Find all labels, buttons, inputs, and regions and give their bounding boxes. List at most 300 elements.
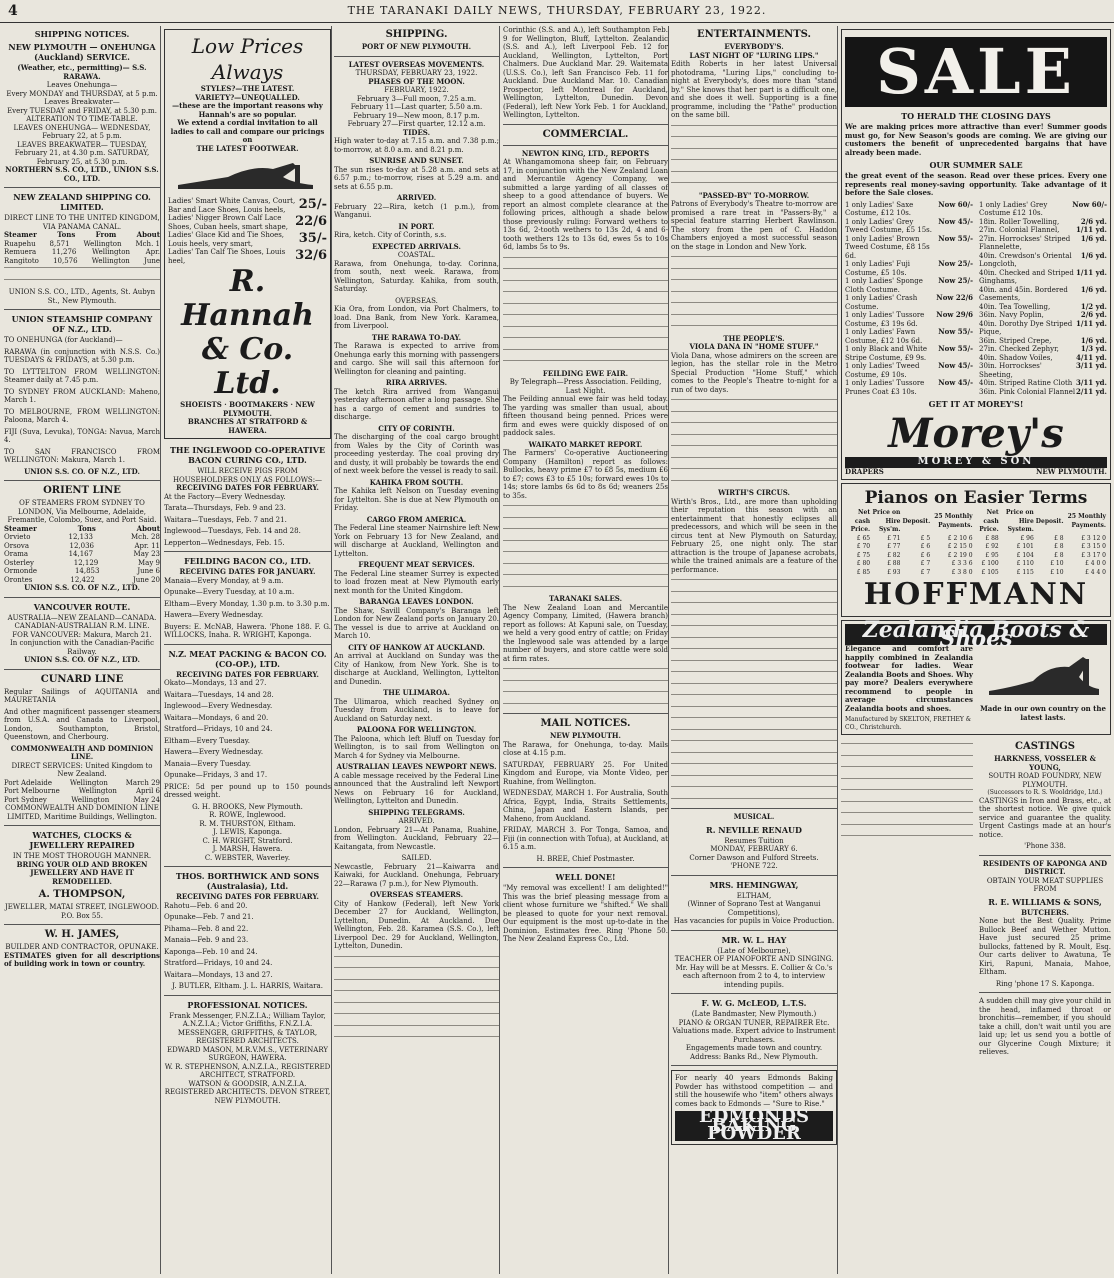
peoples-heading: THE PEOPLE'S. <box>723 333 785 343</box>
sale-subtitle: TO HERALD THE CLOSING DAYS <box>901 111 1051 121</box>
onehunga-sub: (Weather, etc., permitting)— S.S. RARAWA. <box>17 63 147 81</box>
vancouver-schedule <box>4 614 160 657</box>
zealandia-brand: Zealandia Boots & Shoes <box>845 624 1107 645</box>
moon-line: February 27—First quarter, 12.12 a.m. <box>347 120 486 128</box>
pianos-advert <box>841 483 1111 617</box>
hannah-item <box>168 197 327 214</box>
pianos-cell: £ 3 12 0 <box>1081 534 1106 542</box>
hannah-price-list <box>168 197 327 265</box>
cunard-schedule <box>4 688 160 742</box>
pianos-title: Pianos on Easier Terms <box>864 488 1088 508</box>
nz-shipping-sub: DIRECT LINE TO THE UNITED KINGDOM, VIA PANAMA CANAL. <box>4 214 160 231</box>
bacon-dates <box>164 493 331 548</box>
sale-item-price: 3/11 yd. <box>1075 361 1107 370</box>
date-line: Opunake—Feb. 7 and 21. <box>164 913 254 921</box>
sale-item-desc: 1 only Ladies' Tussore Costume, £3 19s 6d. <box>845 311 925 328</box>
sale-item-desc: 36in. Navy Poplin, <box>979 311 1044 319</box>
castings-firm: HARKNESS, VOSSELER & YOUNG, <box>994 754 1096 772</box>
mail-notices <box>503 741 668 852</box>
schedule-line: TO ONEHUNGA (for Auckland)— <box>4 336 123 344</box>
moreys-drapers: DRAPERS <box>845 466 884 476</box>
detail-line: TEACHER OF PIANOFORTE AND SINGING. <box>674 955 834 963</box>
wirth-text: Wirth's Bros., Ltd., are more than upholding their reputation this season with an entertainment that honestly eclipses all predecessors, and which will be seen in the circus tent at New Plymouth on Saturday, February 25, one night only. The star attraction is the troupe of Japanese acrobats, while the trained animals are a feature of the performance. <box>671 497 837 574</box>
nz-shipping-cell: 8,571 <box>49 239 70 248</box>
sale-item-price: Now 25/- <box>938 276 973 285</box>
borthwick-dates <box>164 902 331 980</box>
nz-shipping-cell: Rangitoto <box>4 256 39 265</box>
detail-line: Has vacancies for pupils in Voice Production. <box>673 917 835 925</box>
column-shipping-notices <box>4 26 161 1274</box>
castings-text: CASTINGS in Iron and Brass, etc., at the shortest notice. We give quick service and guarantee the quality. Urgent Castings made at an hour's notice. <box>979 796 1111 839</box>
pianos-header-cell: Net cash Price. <box>850 509 871 533</box>
column-entertainments <box>671 26 838 1274</box>
sale-item-price: Now 29/6 <box>936 310 973 319</box>
commonwealth-cell: March 29 <box>125 778 160 787</box>
nz-meat-buyers <box>164 803 331 863</box>
well-done-heading: WELL DONE! <box>555 872 616 882</box>
detail-line: Corner Dawson and Fulford Streets. <box>689 853 819 862</box>
sale-item-desc: 1 only Ladies' Brown Tweed Costume, £8 15s 6d. <box>845 234 930 260</box>
pianos-cell: £ 2 10 6 <box>947 534 973 542</box>
sale-item-desc: 27in. Horrockses' Striped Flannelette, <box>979 234 1071 251</box>
pianos-cell: £ 75 <box>856 551 871 559</box>
commonwealth-title: COMMONWEALTH AND DOMINION LINE. <box>10 743 154 761</box>
tides-heading: TIDES. <box>402 127 431 137</box>
sale-item-price: 2/6 yd. <box>1080 216 1107 226</box>
luring-lips-heading: LAST NIGHT OF "LURING LIPS." <box>689 50 819 60</box>
onehunga-schedule <box>4 81 160 166</box>
commonwealth-cell: May 24 <box>133 795 160 804</box>
lower-adverts <box>841 738 1111 1060</box>
sale-item <box>845 294 973 311</box>
hannah-item-desc: Ladies' Glace Kid and Tie Shoes, Louis heels, very smart, <box>168 231 285 248</box>
pianos-cell: £ 7 <box>920 560 931 567</box>
sale-item-desc: 40in. Tea Towelling, <box>979 302 1051 311</box>
detail-line: ELTHAM, <box>736 891 772 900</box>
commonwealth-cell: Wellington <box>69 778 108 787</box>
orient-row <box>4 559 160 568</box>
sale-item-price: 4/11 yd. <box>1075 352 1107 362</box>
orient-cell: 12,129 <box>73 558 99 567</box>
sale-item <box>845 328 973 345</box>
sale-item-price: Now 45/- <box>938 216 973 226</box>
thompson-name: A. THOMPSON, <box>38 889 126 900</box>
sale-item-desc: 1 only Black and White Stripe Costume, £9 9s. <box>845 345 928 362</box>
everybodys-heading: EVERYBODY'S. <box>724 42 784 51</box>
date-line: Waitara—Tuesdays, 14 and 28. <box>164 690 274 699</box>
orient-cell: 12,036 <box>69 541 95 550</box>
hannah-item-desc: Ladies' Smart White Canvas, Court, Bar and Lace Shoes, Louis heels, <box>168 197 296 214</box>
pianos-cell: £ 82 <box>887 551 901 559</box>
sale-item <box>979 269 1107 286</box>
professional-line: Frank Messenger, F.N.Z.I.A.; William Taylor, A.N.Z.I.A.; Victor Griffiths, F.N.Z.I.A. <box>169 1011 326 1028</box>
mail-signature: H. BREE, Chief Postmaster. <box>536 854 635 863</box>
glycerine-text: A sudden chill may give your child in the head, inflamed throat or bronchitis—remember, if you should take a chill, don't wait until you are laid up; let us send you a bottle of our Glycerine Cough Mixture; it relieves. <box>979 997 1111 1056</box>
union-schedule <box>4 336 160 465</box>
corinth-heading: CITY OF CORINTH. <box>378 423 455 433</box>
nz-shipping-cell: Steamer <box>4 230 37 239</box>
schedule-line: TO SAN FRANCISCO FROM WELLINGTON: Makura, March 1. <box>4 447 160 464</box>
hannah-line: STYLES?—THE LATEST. <box>200 84 295 93</box>
thompson-sub: IN THE MOST THOROUGH MANNER. <box>12 852 152 860</box>
nz-shipping-cell: June <box>144 256 160 265</box>
detail-line: MONDAY, FEBRUARY 6. <box>710 845 798 853</box>
sale-item-desc: 40in. Checked and Striped Ginghams, <box>979 268 1074 285</box>
nz-meat-title: N.Z. MEAT PACKING & BACON CO. (CO-OP.), LTD. <box>168 648 327 669</box>
nz-shipping-cell: Wellington <box>83 239 122 248</box>
sale-left-list <box>845 201 973 397</box>
telegrams-arrived-text: London, February 21—At Panama, Ruahine, from Wellington. Auckland, February 22—Kaitangata, from Newcastle. <box>334 825 499 851</box>
zealandia-maker: Manufactured by SKELTON, FRETHEY & CO., Christchurch. <box>845 716 972 731</box>
pianos-cell: £ 101 <box>1016 543 1034 550</box>
date-line: Stratford—Fridays, 10 and 24. <box>164 959 273 967</box>
pianos-header-cell: Price on Hire Sys'm. <box>872 509 901 533</box>
sale-price-lists <box>845 201 1107 397</box>
detail-line: (Winner of Soprano Test at Wanganui Competitions), <box>687 900 821 917</box>
nz-shipping-cell: From <box>95 230 117 239</box>
newton-king-heading: NEWTON KING, LTD., REPORTS <box>521 148 650 158</box>
column-commercial <box>503 26 669 1274</box>
castings-phone: 'Phone 338. <box>1024 842 1066 850</box>
pianos-header-cell: Net cash Price. <box>979 509 999 533</box>
sale-item-price: Now 55/- <box>938 344 973 353</box>
sale-item-price: 1/6 yd. <box>1080 250 1107 260</box>
commonwealth-cell: Port Sydney <box>4 795 47 804</box>
orient-row <box>4 533 160 542</box>
ulimaroa-text: The Ulimaroa, which reached Sydney on Tuesday from Auckland, is to leave for Auckland on Saturday next. <box>334 697 499 723</box>
mcleod-name: F. W. G. McLEOD, L.T.S. <box>701 998 807 1008</box>
sale-item-desc: 36in. Striped Crepe, <box>979 336 1052 345</box>
moon-line: February 19—New moon, 8.17 p.m. <box>353 111 480 120</box>
feilding-fair-text: The Feilding annual ewe fair was held today. The yarding was smaller than usual, about fifteen thousand being penned. Prices were firm and ewes were quickly disposed of on paddock sales. <box>503 395 668 437</box>
orient-table <box>4 525 160 585</box>
feilding-heading: RECEIVING DATES FOR JANUARY. <box>179 567 316 576</box>
sale-item-price: Now 55/- <box>938 327 973 336</box>
orient-cell: Ormonde <box>4 567 38 575</box>
sale-item-price: Now 55/- <box>938 233 973 243</box>
sun-text: The sun rises to-day at 5.28 a.m. and sets at 6.57 p.m.; to-morrow, rises at 5.29 a.m. and sets at 6.55 p.m. <box>334 165 499 191</box>
date-line: Tarata—Thursdays, Feb. 9 and 23. <box>164 504 286 512</box>
hannah-line: —these are the important reasons why Hannah's are so popular. <box>172 101 323 119</box>
date-line: Waitara—Mondays, 13 and 27. <box>164 970 273 979</box>
zealandia-text: Elegance and comfort are happily combined in Zealandia footwear for ladies. Wear Zealandia Boots and Shoes. Why pay more? Dealers everywhere recommend to people in average circumstances Zealandia boots and shoes. <box>845 644 973 713</box>
james-body: ESTIMATES given for all descriptions of building work in town or country. <box>4 950 160 968</box>
sale-item <box>979 201 1107 218</box>
sale-title: SALE <box>845 37 1107 107</box>
sale-item <box>979 286 1107 303</box>
paloona-heading: PALOONA FOR WELLINGTON. <box>356 725 477 734</box>
commonwealth-agent: COMMONWEALTH AND DOMINION LINE LIMITED, Maritime Buildings, Wellington. <box>5 804 159 821</box>
orient-cell: May 9 <box>138 558 160 567</box>
sale-item <box>845 277 973 294</box>
shipping-date: THURSDAY, FEBRUARY 23, 1922. <box>355 69 478 77</box>
orient-title: ORIENT LINE <box>43 485 121 496</box>
schedule-line: FOR VANCOUVER: Makura, March 21. <box>12 630 152 639</box>
orient-agent: UNION S.S. CO. OF N.Z., LTD. <box>24 583 140 592</box>
union-title: UNION STEAMSHIP COMPANY OF N.Z., LTD. <box>11 314 153 334</box>
commercial-heading: COMMERCIAL. <box>542 128 629 140</box>
buyer-line: R. ROWE, Inglewood. <box>209 811 286 819</box>
date-line: Okato—Mondays, 13 and 27. <box>164 679 267 687</box>
sale-item-desc: 40in. Shadow Voiles, <box>979 353 1053 362</box>
shipping-heading: SHIPPING. <box>385 29 448 40</box>
taranaki-sales-text: The New Zealand Loan and Mercantile Agency Company, Limited, (Hawera branch) report as follows: At Kapuni sale, on Tuesday, we held a very good entry of cattle; on Friday the Inglewood sale was attended by a large number of buyers, and store cattle were sold at firm rates. <box>503 603 668 663</box>
tides-text: High water to-day at 7.15 a.m. and 7.38 p.m.; to-morrow, at 8.0 a.m. and 8.21 p.m. <box>334 137 499 154</box>
date-line: Waitara—Tuesdays, Feb. 7 and 21. <box>164 515 287 524</box>
sale-item-price: Now 45/- <box>938 378 973 387</box>
borthwick-buyers: J. BUTLER, Eltham. J. L. HARRIS, Waitara. <box>172 982 323 990</box>
moon-heading: PHASES OF THE MOON. <box>368 76 465 86</box>
orient-cell: Orontes <box>4 575 33 584</box>
pianos-cell: £ 8 <box>1054 543 1064 550</box>
pianos-cell: £ 3 3 6 <box>951 560 973 567</box>
column-large-adverts <box>841 26 1111 1274</box>
feilding-dates <box>164 577 331 640</box>
schedule-line: TO SYDNEY FROM AUCKLAND: Maheno, March 1. <box>4 387 160 404</box>
buyer-line: R. M. THURSTON, Eltham. <box>199 819 296 828</box>
kaponga-phone: Ring 'phone 17 S. Kaponga. <box>995 979 1095 988</box>
sale-item <box>845 311 973 328</box>
edmonds-text: For nearly 40 years Edmonds Baking Powder has withstood competition — and still the housewife who "item" others always comes back to Edmonds — "Sure to Rise." <box>675 1074 833 1108</box>
renaud-name: R. NEVILLE RENAUD <box>706 824 802 835</box>
pianos-cell: £ 5 <box>920 534 931 542</box>
sale-item <box>845 260 973 277</box>
sale-item-desc: 1 only Ladies' Crash Costume. <box>845 294 918 311</box>
page-number: 4 <box>8 3 19 19</box>
pianos-cell: £ 8 <box>1054 551 1064 559</box>
sale-item-price: 1/11 yd. <box>1075 267 1107 277</box>
hannah-line: THE LATEST FOOTWEAR. <box>196 143 299 153</box>
bacon-heading: RECEIVING DATES FOR FEBRUARY. <box>176 483 319 492</box>
hannah-item <box>168 214 327 231</box>
moreys-town: NEW PLYMOUTH. <box>1036 466 1107 476</box>
rira-text: The ketch Rira arrived from Wanganui yesterday afternoon after a long passage. She has a cargo of cement and sundries to discharge. <box>334 387 499 421</box>
hay-name: MR. W. L. HAY <box>721 934 787 945</box>
hemingway-name: MRS. HEMINGWAY, <box>709 879 799 890</box>
sale-item-price: Now 60/- <box>1072 199 1107 209</box>
sale-lead: the great event of the season. Read over these prices. Every one represents real money-saving opportunity. Take advantage of it before the Sale closes. <box>845 171 1107 197</box>
schedule-line: Leaves Breakwater— <box>44 98 120 106</box>
orient-cell: 14,167 <box>68 550 94 558</box>
edmonds-brand: EDMONDS BAKING POWDER <box>675 1111 833 1141</box>
schedule-line: FIJI (Suva, Levuka), TONGA: Navua, March 4. <box>4 427 160 444</box>
nz-shipping-cell: Apr. <box>145 248 160 256</box>
hannah-item-desc: Ladies' Nigger Brown Calf Lace Shoes, Cuban heels, smart shape, <box>168 214 288 231</box>
telegrams-sailed-text: Newcastle, February 21—Kaiwarra and Kaiwaki, for Auckland. Onehunga, February 22—Rarawa (7 p.m.), for New Plymouth. <box>334 862 499 888</box>
date-line: Rahotu—Feb. 6 and 20. <box>164 901 248 910</box>
sale-item <box>979 235 1107 252</box>
pianos-cell: £ 88 <box>887 560 901 567</box>
passers-by-text: Patrons of Everybody's Theatre to-morrow are promised a rare treat in "Passers-By," a special feature starring Herbert Rawlinson. The story from the pen of C. Haddon Chambers enjoyed a most successful season on the stage in London and New York. <box>671 200 837 251</box>
sale-item <box>979 320 1107 337</box>
nz-shipping-cell: Ruapehu <box>4 239 36 248</box>
rarawa-text: The Rarawa is expected to arrive from Onehunga early this morning with passengers and cargo. She will sail this afternoon for Wellington for cleaning and painting. <box>334 342 499 376</box>
in-port-text: Rira, ketch. City of Corinth, s.s. <box>334 231 447 239</box>
telegrams-arrived-heading: ARRIVED. <box>398 817 435 825</box>
zealandia-advert <box>841 617 1111 735</box>
pianos-cell: £ 115 <box>1016 568 1034 576</box>
newspaper-title: THE TARANAKI DAILY NEWS, THURSDAY, FEBRUARY 23, 1922. <box>347 4 767 17</box>
pianos-cell: £ 71 <box>887 534 901 542</box>
date-line: Opunake—Fridays, 3 and 17. <box>164 771 268 779</box>
pig-receiving-columns <box>164 442 331 1105</box>
commonwealth-row <box>4 779 160 788</box>
sale-item <box>845 362 973 379</box>
pianos-cell: £ 80 <box>856 560 871 567</box>
baranga-heading: BARANGA LEAVES LONDON. <box>359 597 474 606</box>
waikato-text: The Farmers' Co-operative Auctioneering Company (Hamilton) report as follows: Bullocks, heavy prime £7 to £8 5s, medium £6 to £7; cows £3 to £5 10s; forward ewes 10s to 14s; store lambs 6s 6d to 8s 6d; weaners 25s to 35s. <box>503 449 668 500</box>
moon-line: February 11—Last quarter, 5.50 a.m. <box>350 103 483 111</box>
commonwealth-cell: Port Melbourne <box>4 787 60 795</box>
port-heading: PORT OF NEW PLYMOUTH. <box>361 42 472 51</box>
nz-shipping-agent: UNION S.S. CO., LTD., Agents, St. Aubyn St., New Plymouth. <box>8 288 156 305</box>
nz-shipping-row <box>4 257 160 266</box>
sale-right-list <box>979 201 1107 397</box>
sale-item-price: 1/6 yd. <box>1080 233 1107 243</box>
orient-cell: Mch. 28 <box>131 533 160 541</box>
sale-item <box>845 218 973 235</box>
kaponga-firm: R. E. WILLIAMS & SONS, <box>988 896 1102 907</box>
nz-shipping-header <box>4 231 160 240</box>
schedule-line: CANADIAN-AUSTRALIAN R.M. LINE. <box>14 622 150 630</box>
pianos-cell: £ 3 8 0 <box>951 568 973 576</box>
sale-item-desc: 40in. Striped Ratine Cloth <box>979 379 1073 387</box>
overseas-heading: OVERSEAS. <box>395 296 438 305</box>
sale-item-price: 1/3 yd. <box>1080 344 1107 353</box>
mail-line: SATURDAY, FEBRUARY 25. For United Kingdom and Europe, via Monte Video, per Ruahine, from Wellington. <box>503 760 668 786</box>
vancouver-title: VANCOUVER ROUTE. <box>33 601 131 612</box>
hannah-item-desc: Ladies' Tan Calf Tie Shoes, Louis heel, <box>168 248 286 265</box>
pianos-cell: £ 65 <box>856 534 871 542</box>
commonwealth-cell: Wellington <box>78 787 117 795</box>
meat-services-heading: FREQUENT MEAT SERVICES. <box>358 560 475 569</box>
orient-row <box>4 542 160 551</box>
feilding-fair-sub: By Telegraph—Press Association. Feilding, Last Night. <box>509 378 662 395</box>
schedule-line: TO MELBOURNE, FROM WELLINGTON: Paloona, March 4. <box>4 407 160 424</box>
hannah-brand: R. Hannah & Co. Ltd. <box>181 264 314 401</box>
orient-cell: Orvieto <box>4 533 31 541</box>
nz-meat-dates <box>164 679 331 800</box>
schedule-line: In conjunction with the Canadian-Pacific Railway. <box>9 639 154 656</box>
hannah-item <box>168 248 327 265</box>
date-line: Eltham—Every Monday, 1.30 p.m. to 3.30 p.m. <box>164 599 330 608</box>
rarawa-heading: THE RARAWA TO-DAY. <box>371 332 462 342</box>
thompson-body: BRING YOUR OLD AND BROKEN JEWELLERY AND HAVE IT REMODELLED. <box>16 859 148 886</box>
sale-item-desc: 1 only Ladies' Tussore Prunes Coat £3 10s. <box>845 379 925 396</box>
castings-successors: (Successors to R. S. Wooldridge, Ltd.) <box>987 789 1103 796</box>
feilding-title: FEILDING BACON CO., LTD. <box>184 556 311 566</box>
sale-item-desc: 1 only Ladies' Grey Costume £12 10s. <box>979 200 1048 217</box>
musical-heading: MUSICAL. <box>733 812 775 821</box>
nz-shipping-cell: Wellington <box>91 256 130 265</box>
feilding-fair-heading: FEILDING EWE FAIR. <box>542 368 629 378</box>
detail-line: 'PHONE 722. <box>730 862 778 870</box>
orient-cell: June 6 <box>137 567 160 575</box>
schedule-line: Leaves Onehunga— <box>46 81 118 89</box>
moon-phases <box>334 86 499 129</box>
pianos-cell: £ 93 <box>887 568 901 576</box>
professional-line: MESSENGER, GRIFFITHS, & TAYLOR, REGISTERED ARCHITECTS. <box>177 1028 318 1045</box>
sale-item-price: Now 45/- <box>938 361 973 370</box>
sale-item-desc: 1 only Ladies' Sponge Cloth Costume. <box>845 277 923 294</box>
viola-dana-heading: VIOLA DANA IN "HOME STUFF." <box>689 342 819 351</box>
pianos-cell: £ 110 <box>1016 560 1034 567</box>
hannah-advert <box>164 29 331 439</box>
sale-item <box>979 388 1107 397</box>
moreys-sub: MOREY & SON <box>845 457 1107 468</box>
newton-king-text: At Whangamomona sheep fair, on February 17, in conjunction with the New Zealand Loan and Mercantile Agency Company, we submitted a large yarding of all classes of sheep to a good attendance of buyers. We report an almost complete clearance at the following prices, although a shade below those previously ruling: Forward wethers to 13s 6d, 2-tooth wethers to 13s 2d, 4 and 6-tooth wethers 12s to 13s 6d, ewes 5s to 10s 6d, lambs 5s to 9s. <box>503 158 668 251</box>
sale-item-price: 2/6 yd. <box>1080 310 1107 319</box>
cunard-title: CUNARD LINE <box>40 673 124 685</box>
pianos-cell: £ 2 15 0 <box>947 543 973 550</box>
entertainments-heading: ENTERTAINMENTS. <box>696 29 812 40</box>
kaponga-text: None but the Best Quality. Prime Bullock Beef and Wether Mutton. Have just secured 25 prime bullocks, fattened by R. Moult, Esq. Our carts deliver to Awatuna, Te Kiri, Rapuni, Manaia, Mahoe, Eltham. <box>979 917 1111 976</box>
bacon-title: THE INGLEWOOD CO-OPERATIVE BACON CURING CO., LTD. <box>169 445 326 465</box>
wirth-heading: WIRTH'S CIRCUS. <box>718 488 790 497</box>
date-line: Lepperton—Wednesdays, Feb. 15. <box>164 538 285 547</box>
sale-item-price: 1/6 yd. <box>1080 335 1107 345</box>
sale-item-price: Now 25/- <box>938 259 973 268</box>
orient-row <box>4 567 160 576</box>
pianos-cell: £ 88 <box>985 534 999 542</box>
in-port-heading: IN PORT. <box>398 221 435 231</box>
hannah-line: VARIETY?—UNEQUALLED. <box>195 92 300 102</box>
buyer-line: J. MARSH, Hawera. <box>212 845 283 853</box>
kaponga-heading: RESIDENTS OF KAPONGA AND DISTRICT. <box>982 858 1108 876</box>
sale-item-desc: 1 only Ladies' Tweed Costume, £9 10s. <box>845 362 920 379</box>
taranaki-sales-heading: TARANAKI SALES. <box>548 594 623 603</box>
cargo-heading: CARGO FROM AMERICA. <box>366 514 467 524</box>
pianos-row <box>845 552 1107 561</box>
sale-item <box>845 345 973 362</box>
pianos-table <box>845 509 1107 577</box>
orient-header <box>4 525 160 534</box>
date-line: Pihama—Feb. 8 and 22. <box>164 924 249 933</box>
pianos-cell: £ 92 <box>985 543 999 550</box>
hoffmann-brand: HOFFMANN <box>863 577 1089 612</box>
pianos-row <box>845 569 1107 578</box>
renaud-details <box>671 837 837 871</box>
detail-line: Valuations made. Expert advice to Instrument Purchasers. <box>672 1027 836 1044</box>
hannah-item-price: 22/6 <box>295 214 327 230</box>
sale-item-desc: 40in. and 45in. Bordered Casements, <box>979 285 1068 302</box>
coastal-heading: COASTAL. <box>397 251 436 259</box>
hannah-brand-sub: SHOEISTS · BOOTMAKERS · NEW PLYMOUTH. <box>180 400 315 418</box>
moreys-logo: Morey's <box>888 410 1064 457</box>
pianos-cell: £ 105 <box>981 568 999 576</box>
sale-item-desc: 40in. Crewdson's Oriental Longcloth, <box>979 251 1072 268</box>
date-line: Manaia—Every Tuesday. <box>164 759 251 768</box>
nz-shipping-table <box>4 231 160 265</box>
orient-cell: Orama <box>4 550 29 558</box>
nz-shipping-cell: About <box>136 230 160 239</box>
commonwealth-row <box>4 787 160 796</box>
hannah-item-price: 25/- <box>298 197 327 213</box>
sale-item <box>845 235 973 261</box>
pianos-cell: £ 70 <box>856 543 871 550</box>
schedule-line: LEAVES BREAKWATER— TUESDAY, February 21, at 4.30 p.m. SATURDAY, February 25, at 5.30 p.m. <box>14 140 150 166</box>
cargo-text: The Federal Line steamer Nairnshire left New York on February 13 for New Zealand, and will discharge at Auckland, Wellington and Lyttelton. <box>334 524 499 558</box>
detail-line: PIANO & ORGAN TUNER, REPAIRER Etc. <box>678 1018 830 1027</box>
pianos-cell: £ 2 19 0 <box>947 551 973 559</box>
pianos-cell: £ 104 <box>1016 551 1034 559</box>
thompson-title: WATCHES, CLOCKS & JEWELLERY REPAIRED <box>29 830 135 850</box>
telegrams-heading: SHIPPING TELEGRAMS. <box>368 807 465 817</box>
pianos-cell: £ 3 15 0 <box>1081 543 1106 550</box>
schedule-line: ALTERATION TO TIME-TABLE. <box>26 115 138 123</box>
sale-advert <box>841 29 1111 480</box>
hannah-line: We extend a cordial invitation to all ladies to call and compare our pricings on <box>170 118 325 144</box>
